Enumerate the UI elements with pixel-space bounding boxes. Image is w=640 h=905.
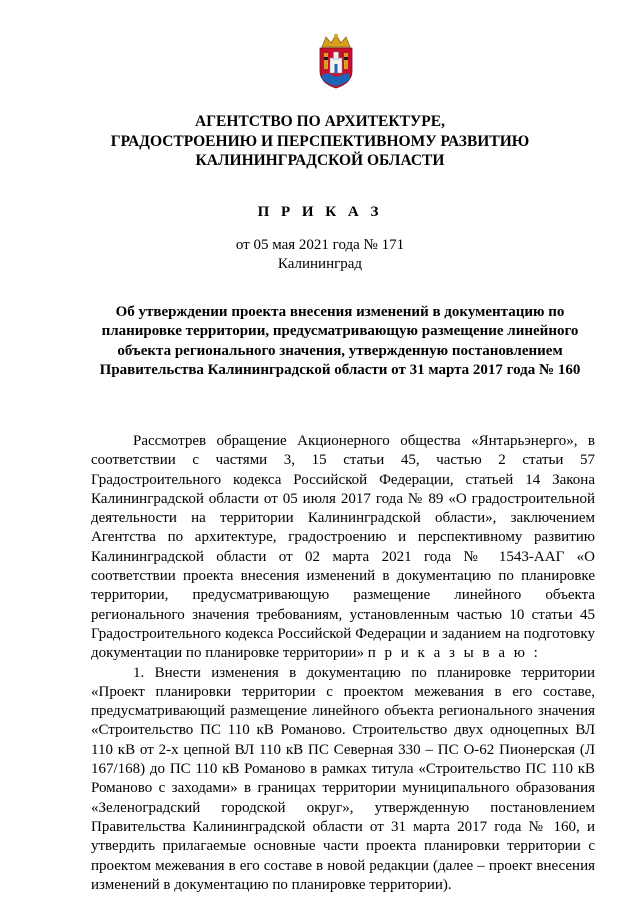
agency-line-1: АГЕНТСТВО ПО АРХИТЕКТУРЕ, — [195, 113, 445, 130]
document-city: Калининград — [277, 256, 363, 272]
document-subject: Об утверждении проекта внесения изменений в документацию по планировке территории, предусматривающую размещение линейного объекта регионального значения, утвержденную постановлением Правительства Калининградской области от 31 марта 2017 года № 160 — [99, 304, 581, 378]
coat-of-arms-emblem — [314, 33, 358, 89]
document-type-title: П Р И К А З — [257, 204, 383, 220]
order-command: п р и к а з ы в а ю : — [367, 645, 541, 662]
agency-line-3: КАЛИНИНГРАДСКОЙ ОБЛАСТИ — [195, 152, 445, 169]
intro-text: Рассмотрев обращение Акционерного общества «Янтарьэнерго», в соответствии с частями 3, 15 статьи 45, частью 2 статьи 57 Градостроительного кодекса Российской Федерации, статьей 14 Закона Калининградской области от 05 июля 2017 года № 89 «О градостроительной деятельности на территории Калининградской области», заключением Агентства по архитектуре, градостроению и перспективному развитию Калининградской области от 02 марта 2021 года № 1543-ААГ «О соответствии проекта внесения изменений в документацию по планировке территории, предусматривающую размещение линейного объекта регионального значения требованиям, установленным частью 10 статьи 45 Градостроительного кодекса Российской Федерации и заданием на подготовку документации по планировке территории» — [91, 433, 595, 662]
order-item-1: 1. Внести изменения в документацию по планировке территории «Проект планировки территории с проектом межевания в его составе, предусматривающий размещение линейного объекта регионального значения «Строительство ПС 110 кВ Романово. Строительство двух одноцепных ВЛ 110 кВ от 2-х цепной ВЛ 110 кВ ПС Северная 330 – ПС О-62 Пионерская (Л 167/168) до ПС 110 кВ Романово в рамках титула «Строительство ПС 110 кВ Романово с заходами» в границах территории муниципального образования «Зеленоградский городской округ», утвержденную постановлением Правительства Калининградской области от 31 марта 2017 года № 160, и утвердить прилагаемые основные части проекта планировки территории с проектом межевания в его составе в новой редакции (далее – проект внесения изменений в документацию по планировке территории). — [91, 664, 595, 893]
intro-paragraph — [91, 432, 595, 664]
date-and-place — [0, 236, 640, 274]
document-date-number: от 05 мая 2021 года № 171 — [235, 237, 405, 253]
document-body — [91, 432, 595, 895]
agency-header — [0, 112, 640, 171]
agency-line-2: ГРАДОСТРОЕНИЮ И ПЕРСПЕКТИВНОМУ РАЗВИТИЮ — [110, 132, 530, 150]
